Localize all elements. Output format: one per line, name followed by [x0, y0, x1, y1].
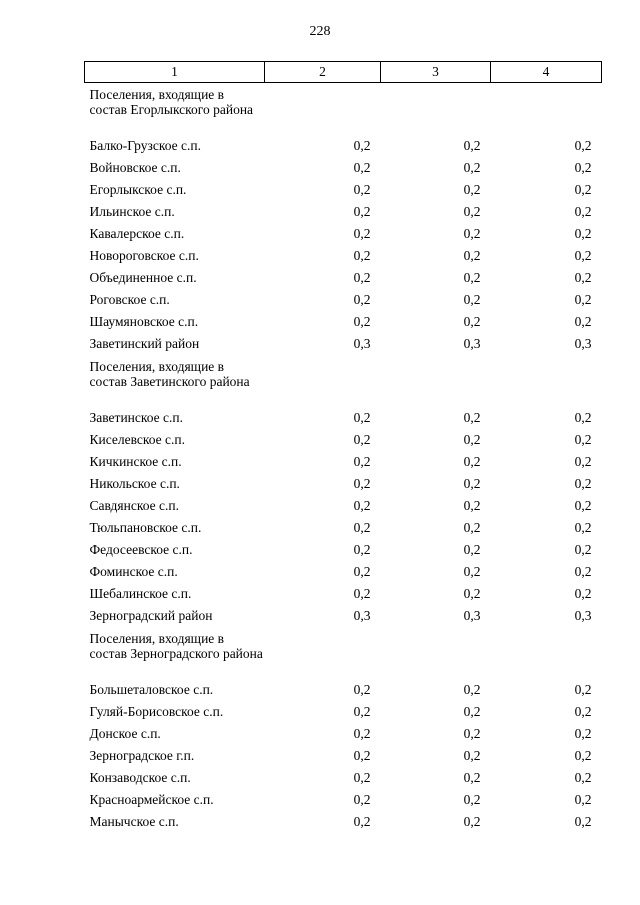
settlement-name-cell: Кичкинское с.п. — [89, 453, 182, 469]
value-cell-col2 — [265, 627, 381, 679]
value-cell-col2: 0,2 — [353, 181, 371, 197]
table-row — [85, 767, 602, 789]
section-heading-row — [85, 627, 602, 679]
data-table — [84, 61, 602, 833]
column-header-3: 3 — [381, 62, 491, 83]
settlement-name-cell: Киселевское с.п. — [89, 431, 186, 447]
table-body — [85, 83, 602, 833]
value-cell-col2: 0,2 — [353, 453, 371, 469]
table-header — [85, 62, 602, 83]
table-row — [85, 495, 602, 517]
value-cell-col2: 0,2 — [353, 137, 371, 153]
value-cell-col3: 0,2 — [463, 725, 481, 741]
value-cell-col4: 0,2 — [574, 813, 592, 829]
value-cell-col3: 0,2 — [463, 269, 481, 285]
table-row — [85, 539, 602, 561]
value-cell-col3: 0,2 — [463, 313, 481, 329]
value-cell-col2: 0,2 — [353, 585, 371, 601]
column-header-2: 2 — [265, 62, 381, 83]
value-cell-col2: 0,2 — [353, 291, 371, 307]
value-cell-col2: 0,2 — [353, 813, 371, 829]
table-row — [85, 245, 602, 267]
value-cell-col3: 0,2 — [463, 813, 481, 829]
settlement-name-cell: Федосеевское с.п. — [89, 541, 193, 557]
section-heading-row — [85, 83, 602, 135]
value-cell-col4: 0,2 — [574, 725, 592, 741]
value-cell-col4: 0,3 — [574, 335, 592, 351]
value-cell-col2: 0,2 — [353, 409, 371, 425]
value-cell-col3: 0,2 — [463, 431, 481, 447]
value-cell-col4: 0,2 — [574, 681, 592, 697]
value-cell-col3 — [381, 83, 491, 135]
value-cell-col3: 0,2 — [463, 225, 481, 241]
value-cell-col2: 0,2 — [353, 431, 371, 447]
value-cell-col4: 0,2 — [574, 791, 592, 807]
value-cell-col4: 0,2 — [574, 269, 592, 285]
value-cell-col2: 0,2 — [353, 269, 371, 285]
value-cell-col4: 0,2 — [574, 769, 592, 785]
table-row — [85, 517, 602, 539]
table-row — [85, 407, 602, 429]
settlement-name-cell: Кавалерское с.п. — [89, 225, 185, 241]
settlement-name-cell: Зерноградское г.п. — [89, 747, 195, 763]
settlement-name-cell: Балко-Грузское с.п. — [89, 137, 201, 153]
value-cell-col4: 0,2 — [574, 475, 592, 491]
value-cell-col2: 0,2 — [353, 203, 371, 219]
value-cell-col4: 0,2 — [574, 585, 592, 601]
value-cell-col4: 0,2 — [574, 313, 592, 329]
value-cell-col3 — [381, 355, 491, 407]
value-cell-col3: 0,2 — [463, 497, 481, 513]
value-cell-col3: 0,2 — [463, 519, 481, 535]
settlement-name-cell: Объединенное с.п. — [89, 269, 197, 285]
value-cell-col2: 0,3 — [353, 335, 371, 351]
settlement-name-cell: Заветинское с.п. — [89, 409, 184, 425]
table-row — [85, 223, 602, 245]
table-row — [85, 157, 602, 179]
value-cell-col2: 0,2 — [353, 475, 371, 491]
table-row — [85, 679, 602, 701]
value-cell-col3: 0,3 — [463, 335, 481, 351]
value-cell-col4: 0,2 — [574, 703, 592, 719]
settlement-name-cell: Егорлыкское с.п. — [89, 181, 187, 197]
value-cell-col2 — [265, 355, 381, 407]
settlement-name-cell: Шаумяновское с.п. — [89, 313, 199, 329]
value-cell-col3: 0,2 — [463, 747, 481, 763]
value-cell-col3: 0,2 — [463, 563, 481, 579]
value-cell-col4 — [491, 83, 602, 135]
value-cell-col2: 0,2 — [353, 159, 371, 175]
settlement-name-cell: Савдянское с.п. — [89, 497, 179, 513]
value-cell-col4: 0,2 — [574, 431, 592, 447]
table-row — [85, 451, 602, 473]
settlement-name-cell: Фоминское с.п. — [89, 563, 178, 579]
value-cell-col3 — [381, 627, 491, 679]
table-row — [85, 605, 602, 627]
value-cell-col3: 0,2 — [463, 247, 481, 263]
table-row — [85, 583, 602, 605]
value-cell-col4: 0,2 — [574, 563, 592, 579]
section-heading-cell: Поселения, входящие в состав Егорлыкского района — [89, 87, 254, 117]
table-row — [85, 267, 602, 289]
value-cell-col2: 0,2 — [353, 563, 371, 579]
table-row — [85, 289, 602, 311]
value-cell-col3: 0,2 — [463, 681, 481, 697]
value-cell-col3: 0,2 — [463, 475, 481, 491]
value-cell-col2: 0,2 — [353, 519, 371, 535]
value-cell-col2 — [265, 83, 381, 135]
table-row — [85, 135, 602, 157]
settlement-name-cell: Шебалинское с.п. — [89, 585, 192, 601]
value-cell-col2: 0,2 — [353, 769, 371, 785]
column-header-1: 1 — [85, 62, 265, 83]
table-row — [85, 561, 602, 583]
section-heading-row — [85, 355, 602, 407]
page-number: 228 — [309, 24, 331, 39]
table-row — [85, 811, 602, 833]
table-row — [85, 429, 602, 451]
value-cell-col4: 0,2 — [574, 747, 592, 763]
settlement-name-cell: Новороговское с.п. — [89, 247, 199, 263]
value-cell-col4: 0,2 — [574, 247, 592, 263]
value-cell-col4: 0,2 — [574, 453, 592, 469]
value-cell-col2: 0,2 — [353, 247, 371, 263]
value-cell-col4: 0,2 — [574, 203, 592, 219]
settlement-name-cell: Роговское с.п. — [89, 291, 170, 307]
column-header-4: 4 — [491, 62, 602, 83]
value-cell-col3: 0,2 — [463, 159, 481, 175]
table-row — [85, 333, 602, 355]
settlement-name-cell: Манычское с.п. — [89, 813, 179, 829]
settlement-name-cell: Конзаводское с.п. — [89, 769, 191, 785]
value-cell-col4: 0,2 — [574, 519, 592, 535]
value-cell-col4: 0,2 — [574, 409, 592, 425]
value-cell-col4: 0,2 — [574, 225, 592, 241]
settlement-name-cell: Большеталовское с.п. — [89, 681, 214, 697]
value-cell-col2: 0,2 — [353, 225, 371, 241]
value-cell-col4: 0,2 — [574, 497, 592, 513]
value-cell-col2: 0,2 — [353, 681, 371, 697]
section-heading-cell: Поселения, входящие в состав Зерноградского района — [89, 630, 263, 661]
value-cell-col2: 0,2 — [353, 747, 371, 763]
value-cell-col4: 0,3 — [574, 607, 592, 623]
value-cell-col3: 0,2 — [463, 769, 481, 785]
value-cell-col4 — [491, 355, 602, 407]
table-row — [85, 311, 602, 333]
value-cell-col2: 0,2 — [353, 313, 371, 329]
table-row — [85, 179, 602, 201]
value-cell-col3: 0,2 — [463, 203, 481, 219]
value-cell-col2: 0,3 — [353, 607, 371, 623]
settlement-name-cell: Тюльпановское с.п. — [89, 519, 202, 535]
value-cell-col3: 0,2 — [463, 291, 481, 307]
settlement-name-cell: Красноармейское с.п. — [89, 791, 214, 807]
value-cell-col3: 0,2 — [463, 703, 481, 719]
value-cell-col4 — [491, 627, 602, 679]
settlement-name-cell: Заветинский район — [89, 335, 200, 351]
value-cell-col4: 0,2 — [574, 137, 592, 153]
value-cell-col4: 0,2 — [574, 291, 592, 307]
table-row — [85, 745, 602, 767]
value-cell-col3: 0,3 — [463, 607, 481, 623]
section-heading-cell: Поселения, входящие в состав Заветинского района — [89, 358, 250, 389]
settlement-name-cell: Зерноградский район — [89, 607, 213, 623]
value-cell-col4: 0,2 — [574, 541, 592, 557]
value-cell-col2: 0,2 — [353, 541, 371, 557]
table-row — [85, 201, 602, 223]
value-cell-col2: 0,2 — [353, 497, 371, 513]
table-row — [85, 723, 602, 745]
value-cell-col3: 0,2 — [463, 791, 481, 807]
value-cell-col2: 0,2 — [353, 703, 371, 719]
settlement-name-cell: Гуляй-Борисовское с.п. — [89, 703, 224, 719]
table-row — [85, 701, 602, 723]
settlement-name-cell: Донское с.п. — [89, 725, 161, 741]
value-cell-col3: 0,2 — [463, 585, 481, 601]
header-row — [85, 62, 602, 83]
value-cell-col3: 0,2 — [463, 541, 481, 557]
value-cell-col2: 0,2 — [353, 725, 371, 741]
value-cell-col3: 0,2 — [463, 453, 481, 469]
table-row — [85, 473, 602, 495]
table-row — [85, 789, 602, 811]
value-cell-col4: 0,2 — [574, 159, 592, 175]
settlement-name-cell: Войновское с.п. — [89, 159, 181, 175]
value-cell-col3: 0,2 — [463, 409, 481, 425]
value-cell-col3: 0,2 — [463, 181, 481, 197]
value-cell-col4: 0,2 — [574, 181, 592, 197]
value-cell-col2: 0,2 — [353, 791, 371, 807]
settlement-name-cell: Никольское с.п. — [89, 475, 180, 491]
value-cell-col3: 0,2 — [463, 137, 481, 153]
settlement-name-cell: Ильинское с.п. — [89, 203, 175, 219]
